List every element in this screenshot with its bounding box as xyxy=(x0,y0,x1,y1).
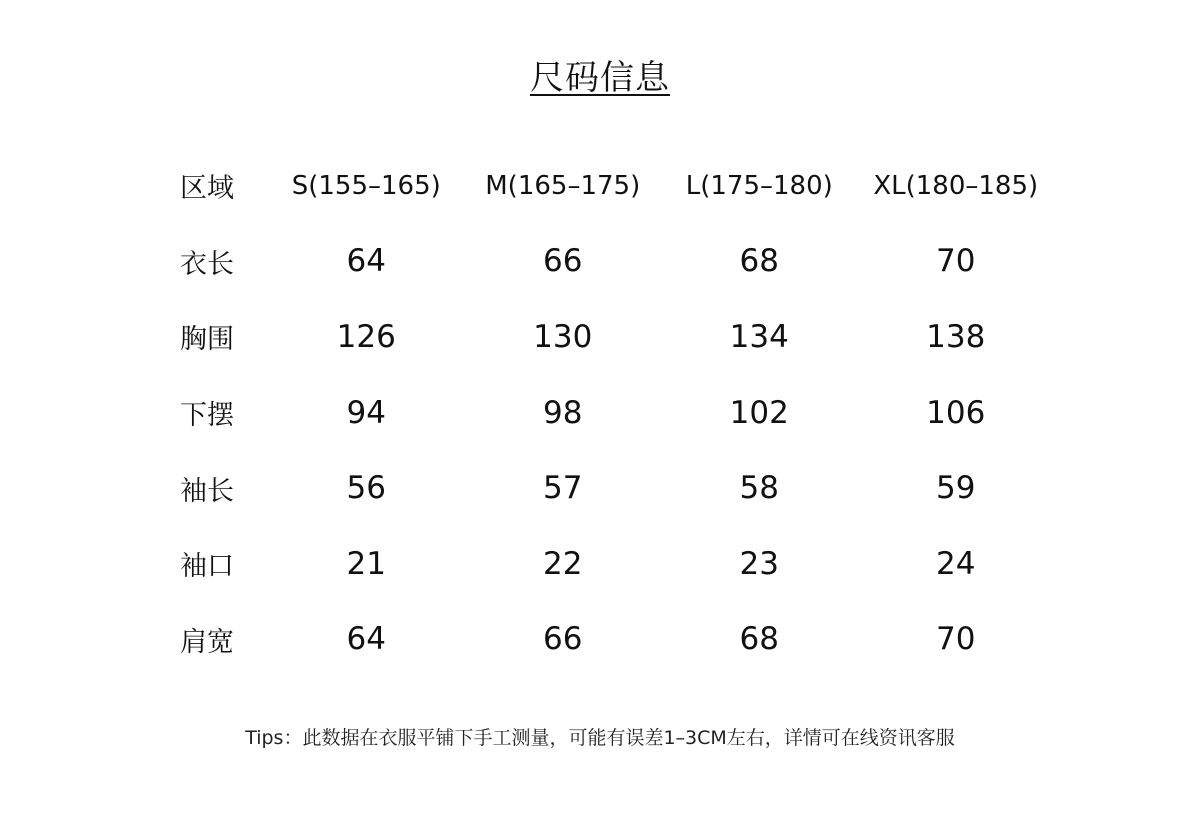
table-cell: 22 xyxy=(543,545,583,582)
table-row xyxy=(168,375,1054,451)
table-cell: 66 xyxy=(543,243,583,280)
table-cell: 134 xyxy=(729,318,789,355)
header-cell-size-l: L(175–180) xyxy=(685,170,833,201)
table-cell: 64 xyxy=(346,243,386,280)
table-cell: 64 xyxy=(346,621,386,658)
header-cell-size-m: M(165–175) xyxy=(485,170,641,201)
size-table xyxy=(168,148,1054,677)
table-cell: 59 xyxy=(936,470,976,507)
page-title: 尺码信息 xyxy=(530,58,670,98)
row-label: 衣长 xyxy=(180,248,234,280)
table-row xyxy=(168,224,1054,300)
table-cell: 24 xyxy=(936,545,976,582)
table-cell: 126 xyxy=(336,318,396,355)
table-cell: 21 xyxy=(346,545,386,582)
table-cell: 23 xyxy=(739,545,779,582)
table-cell: 68 xyxy=(739,621,779,658)
row-label: 肩宽 xyxy=(180,626,234,658)
row-label: 袖长 xyxy=(180,475,234,507)
table-cell: 102 xyxy=(729,394,789,431)
table-cell: 58 xyxy=(739,470,779,507)
table-cell: 138 xyxy=(926,318,986,355)
table-row xyxy=(168,602,1054,678)
measurement-tips: Tips：此数据在衣服平铺下手工测量，可能有误差1–3CM左右，详情可在线资讯客服 xyxy=(245,727,955,749)
header-cell-size-s: S(155–165) xyxy=(291,170,441,201)
table-row xyxy=(168,526,1054,602)
row-label: 下摆 xyxy=(180,400,234,432)
table-cell: 98 xyxy=(543,394,583,431)
table-cell: 70 xyxy=(936,243,976,280)
table-cell: 66 xyxy=(543,621,583,658)
table-row xyxy=(168,450,1054,526)
table-cell: 94 xyxy=(346,394,386,431)
table-row xyxy=(168,299,1054,375)
row-label: 胸围 xyxy=(180,324,234,356)
header-cell-size-xl: XL(180–185) xyxy=(873,170,1039,201)
header-cell-region: 区域 xyxy=(180,173,234,205)
table-header-row xyxy=(168,148,1054,224)
table-cell: 130 xyxy=(533,318,593,355)
page-title-wrap xyxy=(0,55,1200,101)
table-cell: 70 xyxy=(936,621,976,658)
table-cell: 106 xyxy=(926,394,986,431)
table-cell: 57 xyxy=(543,470,583,507)
table-cell: 56 xyxy=(346,470,386,507)
table-cell: 68 xyxy=(739,243,779,280)
row-label: 袖口 xyxy=(180,551,234,583)
